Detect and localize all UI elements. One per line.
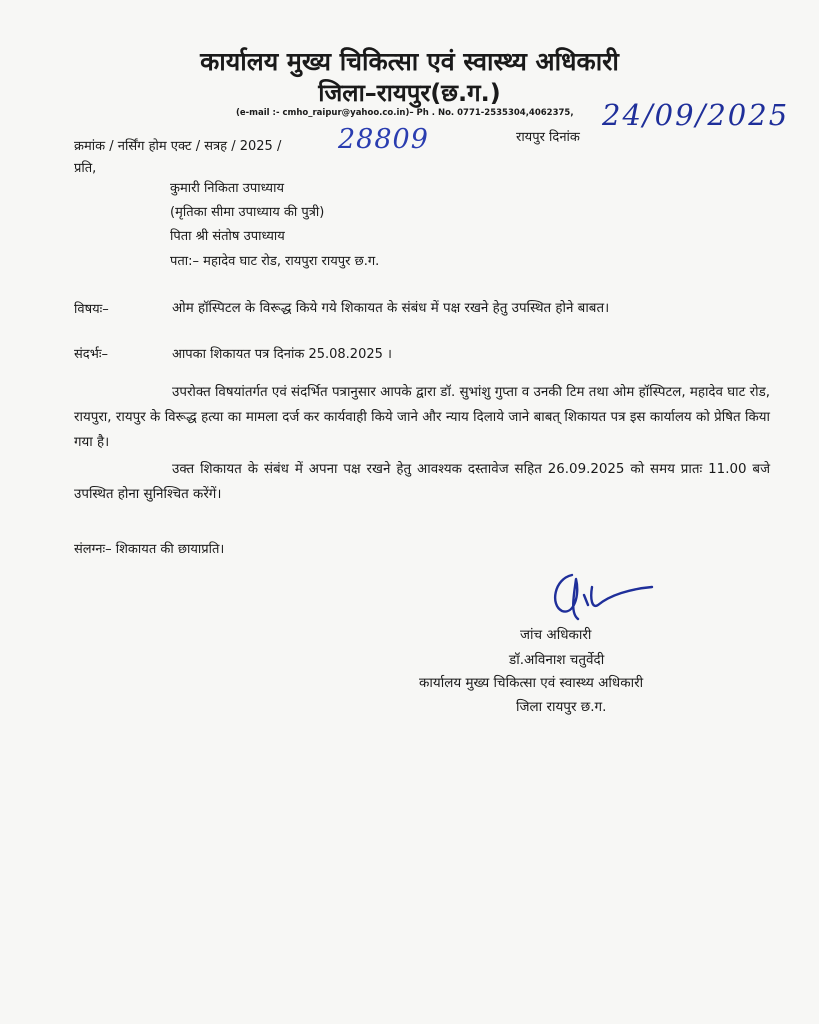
signatory-designation: जांच अधिकारी [520,627,592,643]
to-label: प्रति, [74,161,97,176]
recipient-name: कुमारी निकिता उपाध्याय [170,181,284,196]
signature-handwritten [540,565,660,625]
body-paragraph-2: उक्त शिकायत के संबंध में अपना पक्ष रखने हेतु आवश्यक दस्तावेज सहित 26.09.2025 को समय प्रातः 11.00 बजे उपस्थित होना सुनिश्चित करेंगें। [74,462,770,502]
context-label: संदर्भः– [74,347,108,362]
enclosure-line: संलग्नः– शिकायत की छायाप्रति। [74,542,225,557]
signatory-district: जिला रायपुर छ.ग. [516,699,607,715]
date-handwritten: 24/09/2025 [602,98,790,132]
subject-label: विषयः– [74,302,109,317]
recipient-relation: (मृतिका सीमा उपाध्याय की पुत्री) [170,205,325,220]
context-text: आपका शिकायत पत्र दिनांक 25.08.2025 । [172,347,392,362]
signatory-office: कार्यालय मुख्य चिकित्सा एवं स्वास्थ्य अधिकारी [419,675,644,691]
reference-number-handwritten: 28809 [338,124,429,155]
district-title: जिला–रायपुर(छ.ग.) [318,79,501,107]
subject-text: ओम हॉस्पिटल के विरूद्ध किये गये शिकायत के संबंध में पक्ष रखने हेतु उपस्थित होने बाबत। [172,301,610,316]
city-date-label: रायपुर दिनांक [516,130,580,145]
office-title: कार्यालय मुख्य चिकित्सा एवं स्वास्थ्य अधिकारी [200,47,619,76]
recipient-address: पता:– महादेव घाट रोड, रायपुरा रायपुर छ.ग. [170,254,380,269]
body-paragraph-1: उपरोक्त विषयांतर्गत एवं संदर्भित पत्रानुसार आपके द्वारा डॉ. सुभांशु गुप्ता व उनकी टिम तथा ओम हॉस्पिटल, महादेव घाट रोड, रायपुरा, रायपुर के विरूद्ध हत्या का मामला दर्ज कर कार्यवाही किये जाने और न्याय दिलाये जाने बाबत् शिकायत पत्र इस कार्यालय को प्रेषित किया गया है। [74,385,770,450]
signatory-name: डॉ.अविनाश चतुर्वेदी [509,652,605,668]
recipient-father: पिता श्री संतोष उपाध्याय [170,229,285,244]
reference-label: क्रमांक / नर्सिंग होम एक्ट / सत्रह / 2025 / [74,139,282,154]
contact-line: (e-mail :- cmho_raipur@yahoo.co.in)– Ph . No. 0771-2535304,4062375, [236,108,574,118]
